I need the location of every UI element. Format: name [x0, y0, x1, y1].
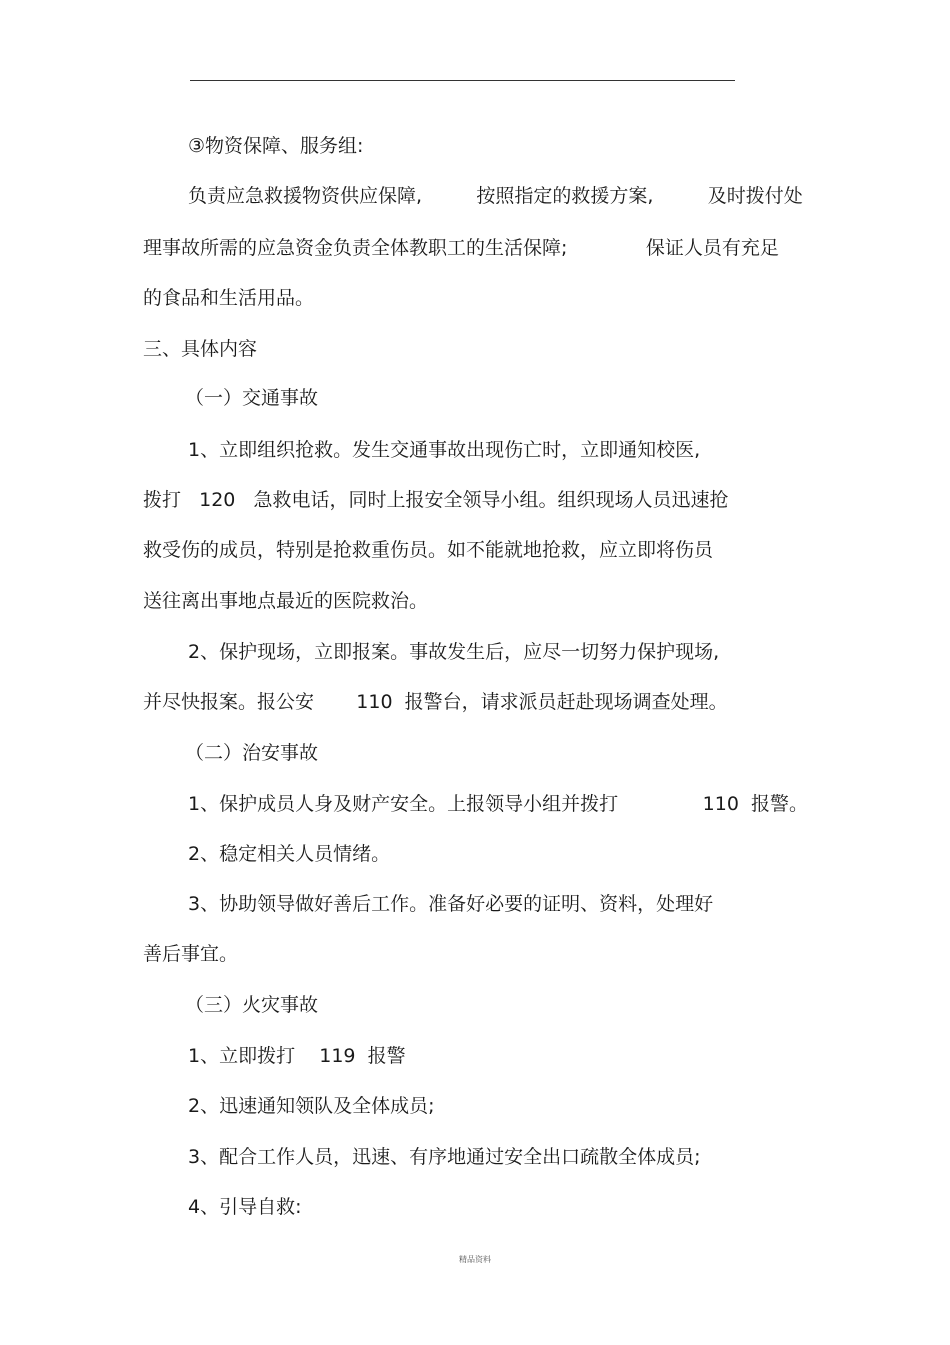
- page-footer: 精品资料: [459, 1255, 491, 1264]
- paragraph-line: 4、引导自救:: [188, 1196, 302, 1218]
- paragraph-line: 负责应急救援物资供应保障, 按照指定的救援方案, 及时拨付处: [188, 185, 803, 207]
- paragraph-line: 的食品和生活用品。: [143, 287, 315, 309]
- paragraph-line: 送往离出事地点最近的医院救治。: [143, 590, 429, 612]
- paragraph-line: 1、立即拨打 119 报警: [188, 1045, 406, 1067]
- paragraph-line: 并尽快报案。报公安 110 报警台，请求派员赶赴现场调查处理。: [143, 691, 728, 713]
- paragraph-line: 救受伤的成员，特别是抢救重伤员。如不能就地抢救，应立即将伤员: [143, 539, 714, 561]
- paragraph-line: 拨打 120 急救电话，同时上报安全领导小组。组织现场人员迅速抢: [143, 489, 729, 511]
- paragraph-line: 1、保护成员人身及财产安全。上报领导小组并拨打 110 报警。: [188, 793, 808, 815]
- paragraph-line: 2、保护现场，立即报案。事故发生后，应尽一切努力保护现场,: [188, 641, 720, 663]
- paragraph-line: 2、迅速通知领队及全体成员;: [188, 1095, 435, 1117]
- subsection-heading: （二）治安事故: [185, 742, 319, 764]
- paragraph-line: 善后事宜。: [143, 943, 239, 965]
- paragraph-line: 3、配合工作人员，迅速、有序地通过安全出口疏散全体成员;: [188, 1146, 701, 1168]
- section-heading: 三、具体内容: [143, 338, 258, 360]
- paragraph-line: 1、立即组织抢救。发生交通事故出现伤亡时，立即通知校医,: [188, 439, 701, 461]
- header-rule: [190, 80, 735, 81]
- subsection-heading: （三）火灾事故: [185, 994, 319, 1016]
- paragraph-line: 3、协助领导做好善后工作。准备好必要的证明、资料，处理好: [188, 893, 714, 915]
- paragraph-line: 理事故所需的应急资金负责全体教职工的生活保障; 保证人员有充足: [143, 237, 779, 259]
- paragraph-line: ③物资保障、服务组:: [188, 135, 364, 157]
- paragraph-line: 2、稳定相关人员情绪。: [188, 843, 391, 865]
- subsection-heading: （一）交通事故: [185, 387, 319, 409]
